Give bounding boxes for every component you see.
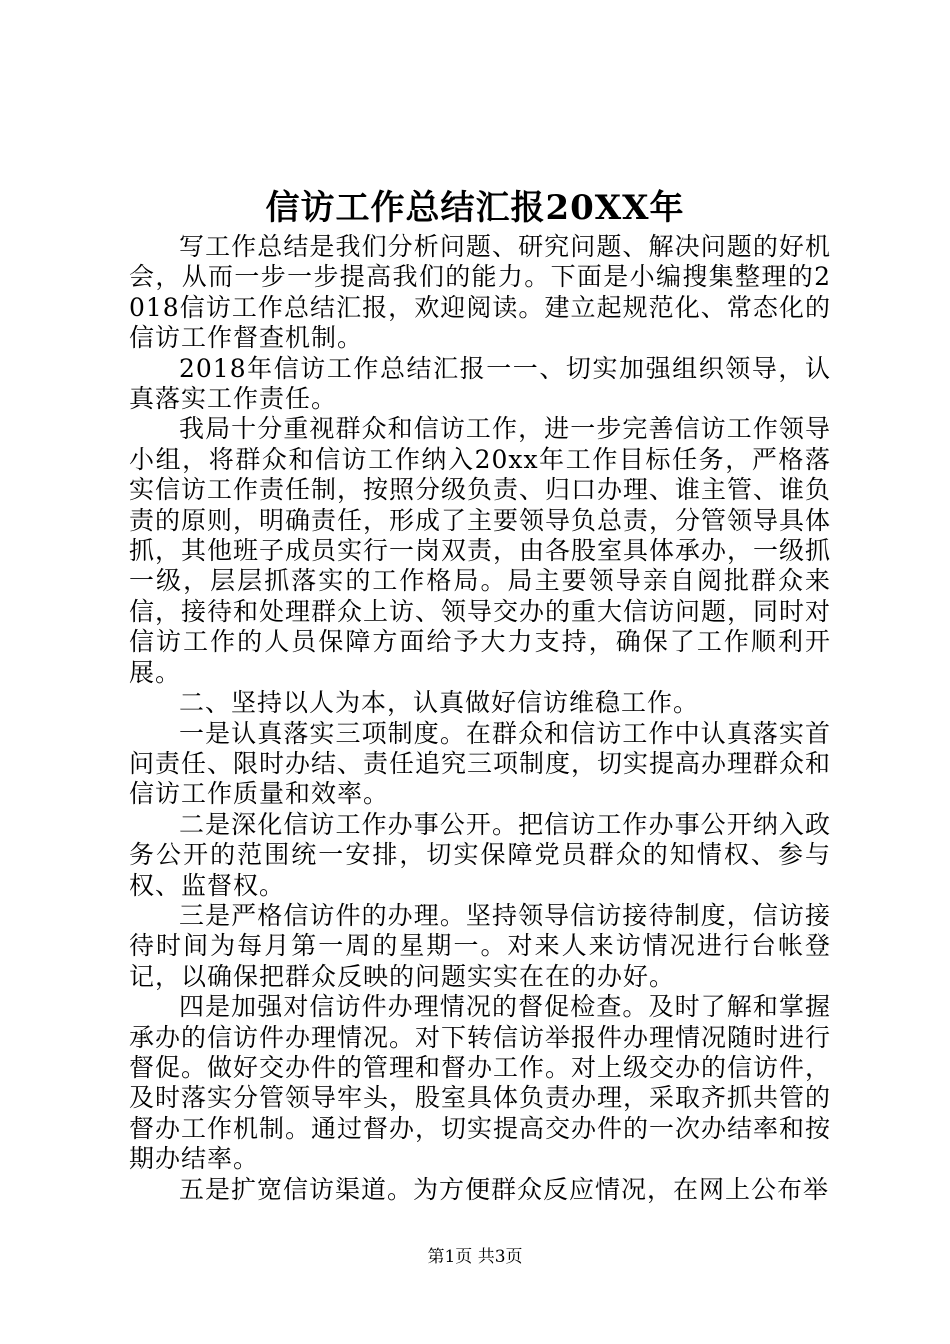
- page-number-footer: 第1页 共3页: [427, 1247, 523, 1267]
- paragraph-section-one-body: 我局十分重视群众和信访工作，进一步完善信访工作领导小组，将群众和信访工作纳入20xx年工作目标任务，严格落实信访工作责任制，按照分级负责、归口办理、谁主管、谁负责的原则，明确责任，形成了主要领导负总责，分管领导具体抓，其他班子成员实行一岗双责，由各股室具体承办，一级抓一级，层层抓落实的工作格局。局主要领导亲自阅批群众来信，接待和处理群众上访、领导交办的重大信访问题，同时对信访工作的人员保障方面给予大力支持，确保了工作顺利开展。: [129, 414, 832, 687]
- paragraph-section-one-heading: 2018年信访工作总结汇报一一、切实加强组织领导，认真落实工作责任。: [129, 353, 831, 414]
- paragraph-intro: 写工作总结是我们分析问题、研究问题、解决问题的好机会，从而一步一步提高我们的能力。下面是小编搜集整理的2018信访工作总结汇报，欢迎阅读。建立起规范化、常态化的信访工作督查机制。: [129, 232, 831, 353]
- paragraph-section-two-heading: 二、坚持以人为本，认真做好信访维稳工作。: [179, 688, 700, 718]
- document-body: [129, 232, 831, 1205]
- paragraph-item-five: 五是扩宽信访渠道。为方便群众反应情况，在网上公布举: [179, 1174, 830, 1204]
- paragraph-item-two: 二是深化信访工作办事公开。把信访工作办事公开纳入政务公开的范围统一安排，切实保障党员群众的知情权、参与权、监督权。: [129, 809, 831, 900]
- document-title: 信访工作总结汇报20XX年: [265, 188, 685, 228]
- paragraph-item-one: 一是认真落实三项制度。在群众和信访工作中认真落实首问责任、限时办结、责任追究三项制度，切实提高办理群众和信访工作质量和效率。: [129, 718, 832, 809]
- paragraph-item-four: 四是加强对信访件办理情况的督促检查。及时了解和掌握承办的信访件办理情况。对下转信访举报件办理情况随时进行督促。做好交办件的管理和督办工作。对上级交办的信访件，及时落实分管领导牢头，股室具体负责办理，采取齐抓共管的督办工作机制。通过督办，切实提高交办件的一次办结率和按期办结率。: [129, 992, 832, 1174]
- paragraph-item-three: 三是严格信访件的办理。坚持领导信访接待制度，信访接待时间为每月第一周的星期一。对来人来访情况进行台帐登记，以确保把群众反映的问题实实在在的办好。: [129, 900, 831, 991]
